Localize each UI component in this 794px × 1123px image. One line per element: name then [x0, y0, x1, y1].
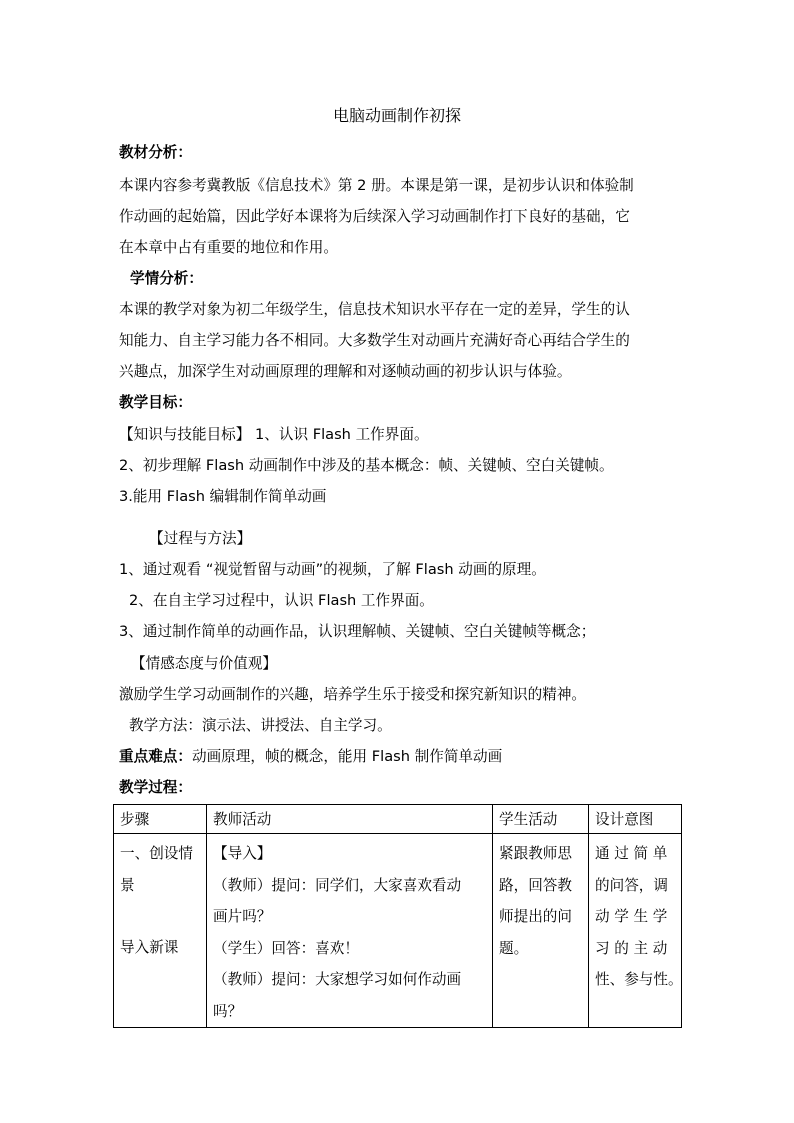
materials-heading: 教材分析：: [119, 144, 192, 161]
goals-line-2: 2、初步理解 Flash 动画制作中涉及的基本概念：帧、关键帧、空白关键帧。: [119, 457, 614, 474]
emotion-heading: 【情感态度与价值观】: [131, 655, 277, 672]
teacher-line: 画片吗？: [213, 908, 272, 925]
cell-teacher-activity: [207, 834, 493, 1028]
student-line: 题。: [499, 939, 529, 957]
goals-line-3: 3.能用 Flash 编辑制作简单动画: [119, 488, 327, 505]
emotion-line: 激励学生学习动画制作的兴趣，培养学生乐于接受和探究新知识的精神。: [119, 686, 587, 703]
key-points-label: 重点难点：: [119, 748, 192, 765]
step-line: 景: [120, 876, 135, 894]
student-line: 紧跟教师思: [499, 845, 572, 862]
header-teacher-activity: 教师活动: [207, 805, 493, 834]
students-line-1: 本课的教学对象为初二年级学生，信息技术知识水平存在一定的差异，学生的认: [119, 301, 630, 318]
step-line: 一、创设情: [120, 845, 193, 862]
cell-design-intent: [589, 834, 682, 1028]
teaching-process-table: [113, 804, 682, 1028]
process-method-line-3: 3、通过制作简单的动画作品，认识理解帧、关键帧、空白关键帧等概念；: [119, 623, 596, 640]
intent-line: 通 过 简 单: [595, 845, 668, 862]
step-gap: [120, 901, 200, 932]
students-heading: 学情分析：: [130, 270, 203, 287]
materials-line-3: 在本章中占有重要的地位和作用。: [119, 239, 338, 256]
teacher-line: （教师）提问：大家想学习如何作动画: [213, 971, 462, 988]
teacher-line: （学生）回答：喜欢！: [213, 939, 359, 957]
students-line-2: 知能力、自主学习能力各不相同。大多数学生对动画片充满好奇心再结合学生的: [119, 332, 630, 349]
header-step: 步骤: [114, 805, 207, 834]
process-method-line-1: 1、通过观看 “视觉暂留与动画”的视频，了解 Flash 动画的原理。: [119, 561, 546, 578]
cell-student-activity: [493, 834, 589, 1028]
process-heading: 教学过程：: [119, 779, 192, 796]
table-header-row: [114, 805, 682, 834]
teacher-line: 【导入】: [213, 845, 272, 862]
teacher-line: 吗？: [213, 1002, 243, 1020]
header-student-activity: 学生活动: [493, 805, 589, 834]
step-line: 导入新课: [120, 939, 179, 956]
key-points-line: [119, 747, 502, 767]
intent-line: 性、参与性。: [595, 971, 683, 988]
cell-step: [114, 834, 207, 1028]
materials-line-1: 本课内容参考冀教版《信息技术》第 2 册。本课是第一课，是初步认识和体验制: [119, 177, 634, 194]
intent-line: 习 的 主 动: [595, 939, 668, 957]
process-method-line-2: 2、在自主学习过程中，认识 Flash 工作界面。: [129, 592, 434, 609]
materials-line-2: 作动画的起始篇，因此学好本课将为后续深入学习动画制作打下良好的基础，它: [119, 208, 630, 225]
document-title: 电脑动画制作初探: [332, 106, 461, 125]
student-line: 路，回答教: [499, 876, 572, 894]
student-line: 师提出的问: [499, 908, 572, 925]
process-method-heading: 【过程与方法】: [149, 530, 252, 547]
header-design-intent: 设计意图: [589, 805, 682, 834]
intent-line: 的问答，调: [595, 876, 668, 894]
teacher-line: （教师）提问：同学们，大家喜欢看动: [213, 876, 462, 894]
method-line: 教学方法：演示法、讲授法、自主学习。: [129, 717, 392, 734]
goals-line-1: 【知识与技能目标】 1、认识 Flash 工作界面。: [119, 426, 429, 443]
table-row: [114, 834, 682, 1028]
students-line-3: 兴趣点，加深学生对动画原理的理解和对逐帧动画的初步认识与体验。: [119, 363, 572, 380]
intent-line: 动 学 生 学: [595, 908, 668, 925]
goals-heading: 教学目标：: [119, 394, 192, 411]
key-points-text: 动画原理，帧的概念，能用 Flash 制作简单动画: [191, 748, 503, 765]
